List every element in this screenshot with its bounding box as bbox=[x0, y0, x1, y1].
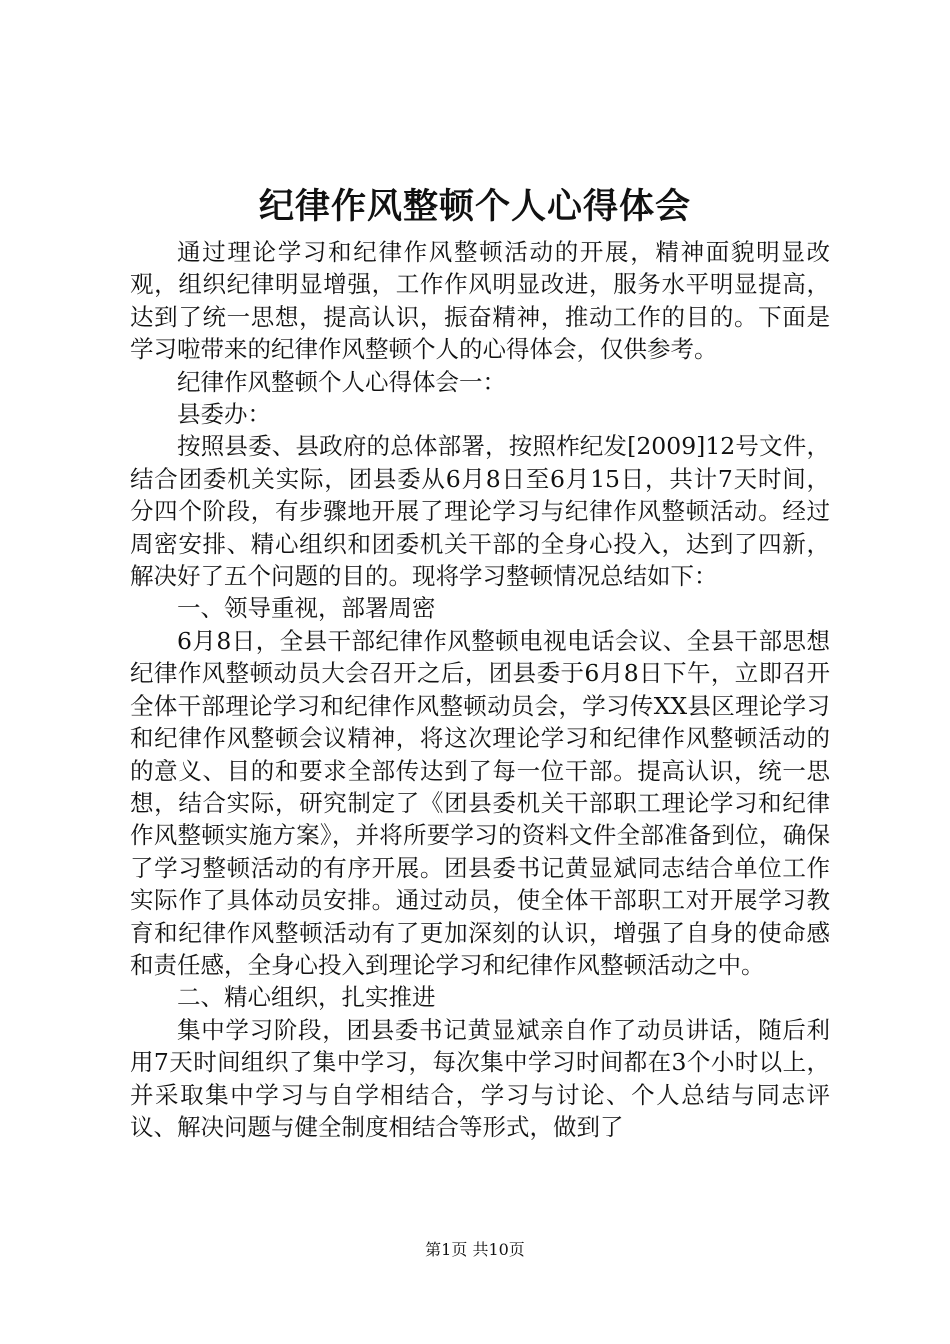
document-title: 纪律作风整顿个人心得体会 bbox=[258, 186, 691, 227]
document-body bbox=[130, 236, 830, 1143]
section-heading-2: 二、精心组织，扎实推进 bbox=[177, 983, 436, 1012]
paragraph-section-1: 6月8日，全县干部纪律作风整顿电视电话会议、全县干部思想纪律作风整顿动员大会召开之后，团县委于6月8日下午，立即召开全体干部理论学习和纪律作风整顿动员会，学习传XX县区理论学习和纪律作风整顿会议精神，将这次理论学习和纪律作风整顿活动的的意义、目的和要求全部传达到了每一位干部。提高认识，统一思想，结合实际，研究制定了《团县委机关干部职工理论学习和纪律作风整顿实施方案》，并将所要学习的资料文件全部准备到位，确保了学习整顿活动的有序开展。团县委书记黄显斌同志结合单位工作实际作了具体动员安排。通过动员，使全体干部职工对开展学习教育和纪律作风整顿活动有了更加深刻的认识，增强了自身的使命感和责任感，全身心投入到理论学习和纪律作风整顿活动之中。 bbox=[130, 626, 830, 979]
paragraph-heading-part-one: 纪律作风整顿个人心得体会一： bbox=[177, 367, 506, 396]
paragraph-section-2: 集中学习阶段，团县委书记黄显斌亲自作了动员讲话，随后利用7天时间组织了集中学习，每次集中学习时间都在3个小时以上，并采取集中学习与自学相结合，学习与讨论、个人总结与同志评议、解决问题与健全制度相结合等形式，做到了 bbox=[130, 1015, 830, 1141]
paragraph-addressee: 县委办： bbox=[177, 400, 271, 429]
paragraph-intro: 通过理论学习和纪律作风整顿活动的开展，精神面貌明显改观，组织纪律明显增强，工作作风明显改进，服务水平明显提高，达到了统一思想，提高认识，振奋精神，推动工作的目的。下面是学习啦带来的纪律作风整顿个人的心得体会，仅供参考。 bbox=[130, 238, 830, 364]
paragraph-overview: 按照县委、县政府的总体部署，按照柞纪发[2009]12号文件，结合团委机关实际，团县委从6月8日至6月15日，共计7天时间，分四个阶段，有步骤地开展了理论学习与纪律作风整顿活动。经过周密安排、精心组织和团委机关干部的全身心投入，达到了四新，解决好了五个问题的目的。现将学习整顿情况总结如下： bbox=[130, 432, 830, 591]
page-number-footer: 第1页 共10页 bbox=[425, 1240, 525, 1259]
section-heading-1: 一、领导重视，部署周密 bbox=[177, 594, 436, 623]
